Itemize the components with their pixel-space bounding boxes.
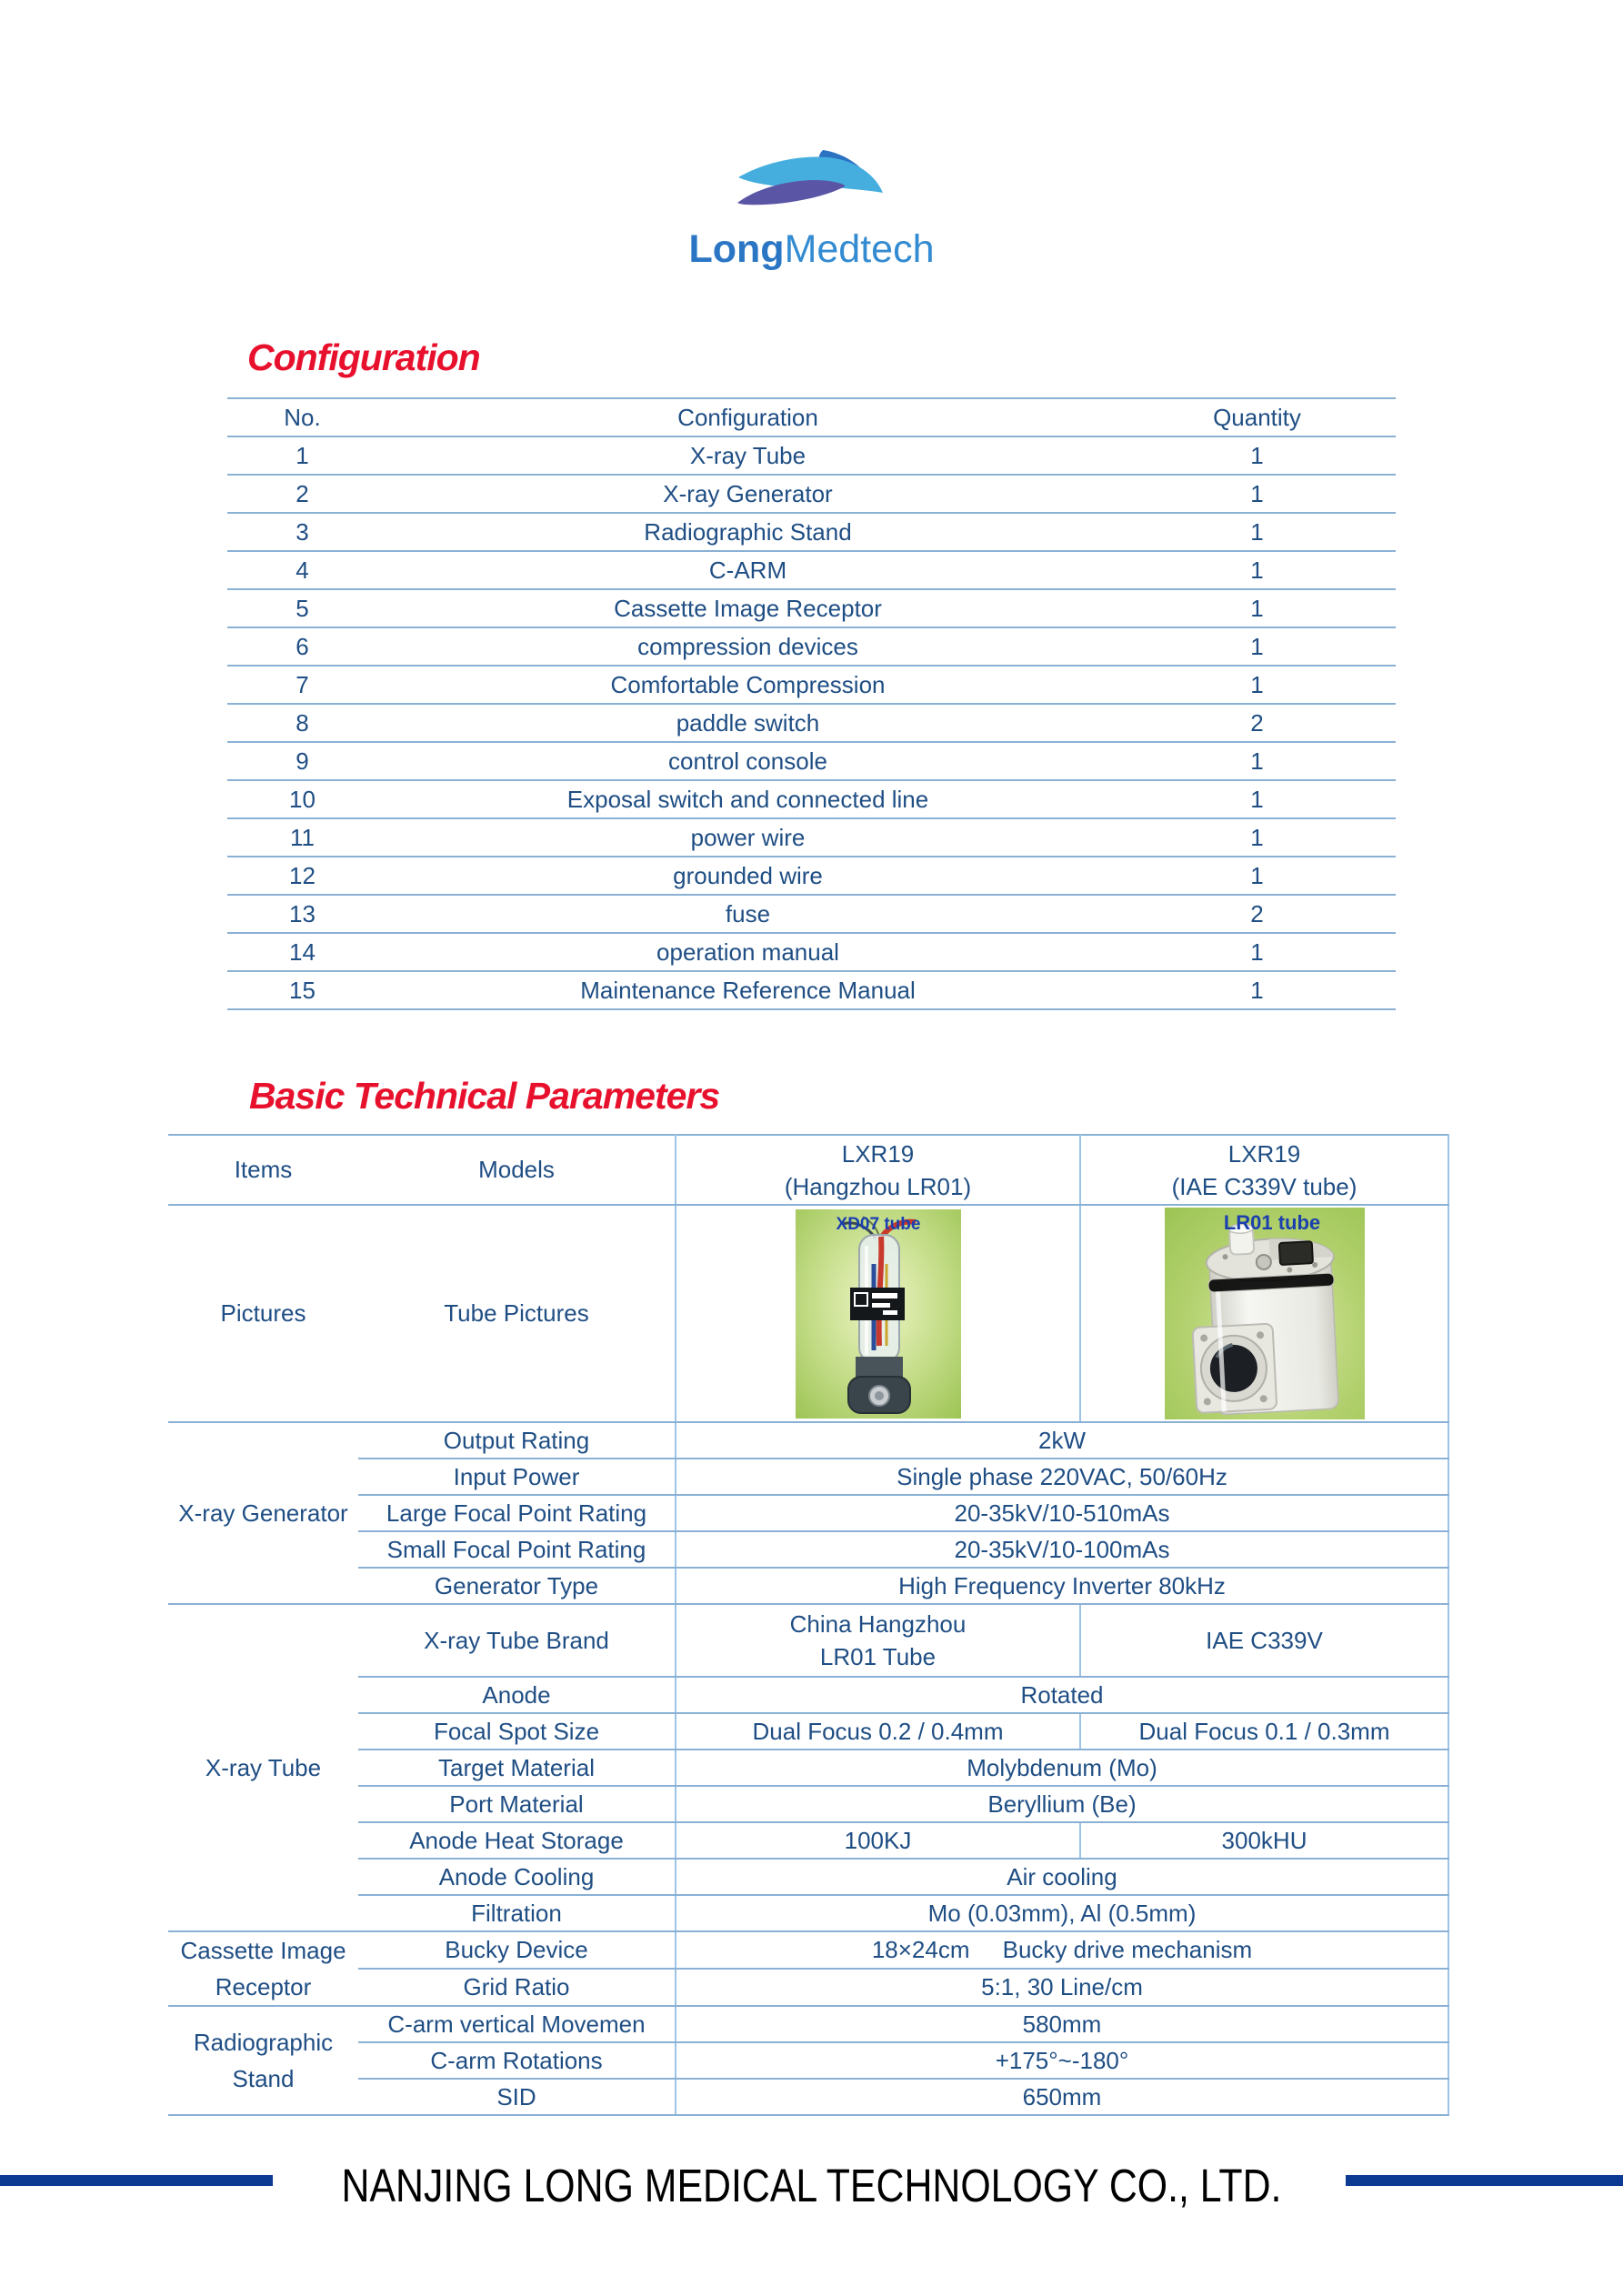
brand-line-1: China Hangzhou xyxy=(789,1610,967,1638)
table-row xyxy=(168,1931,1448,1969)
param-value: 580mm xyxy=(676,2006,1448,2042)
table-row xyxy=(227,436,1396,475)
row-qty: 1 xyxy=(1118,818,1396,857)
row-qty: 1 xyxy=(1118,933,1396,971)
row-no: 12 xyxy=(227,857,377,895)
row-qty: 1 xyxy=(1118,436,1396,475)
section-title-configuration: Configuration xyxy=(247,336,480,378)
configuration-header-row xyxy=(227,398,1396,436)
item-line-2: Receptor xyxy=(215,1973,312,2000)
pictures-item-label: Pictures xyxy=(168,1205,358,1422)
configuration-table xyxy=(227,397,1396,1010)
row-item: compression devices xyxy=(377,627,1118,666)
table-row xyxy=(168,1786,1448,1822)
table-row xyxy=(168,2079,1448,2115)
param-label: SID xyxy=(358,2079,676,2115)
column-header-quantity: Quantity xyxy=(1118,398,1396,436)
table-row xyxy=(168,1568,1448,1604)
param-value-model-2: IAE C339V xyxy=(1080,1604,1448,1677)
tube-photo-xd07-label: XD07 tube xyxy=(836,1214,920,1234)
table-row xyxy=(227,971,1396,1009)
row-qty: 1 xyxy=(1118,589,1396,627)
row-item: control console xyxy=(377,742,1118,780)
header-model-1 xyxy=(676,1135,1080,1205)
row-item: grounded wire xyxy=(377,857,1118,895)
param-label: Output Rating xyxy=(358,1422,676,1459)
footer-bar-right xyxy=(1346,2175,1623,2186)
tech-pictures-row xyxy=(168,1205,1448,1422)
row-no: 9 xyxy=(227,742,377,780)
table-row xyxy=(227,627,1396,666)
table-row xyxy=(227,818,1396,857)
param-label: Filtration xyxy=(358,1895,676,1931)
logo-text xyxy=(0,227,1623,272)
table-row xyxy=(227,666,1396,704)
column-header-no: No. xyxy=(227,398,377,436)
param-value: High Frequency Inverter 80kHz xyxy=(676,1568,1448,1604)
param-value: 2kW xyxy=(676,1422,1448,1459)
tube-photo-cell-1 xyxy=(676,1205,1080,1422)
table-row xyxy=(227,551,1396,589)
table-row xyxy=(227,895,1396,933)
row-item: X-ray Tube xyxy=(377,436,1118,475)
table-row xyxy=(168,2042,1448,2079)
row-qty: 2 xyxy=(1118,704,1396,742)
tech-header-row xyxy=(168,1135,1448,1205)
row-qty: 1 xyxy=(1118,780,1396,818)
row-no: 6 xyxy=(227,627,377,666)
param-value: 20-35kV/10-510mAs xyxy=(676,1495,1448,1531)
row-qty: 1 xyxy=(1118,742,1396,780)
footer-company-name: NANJING LONG MEDICAL TECHNOLOGY CO., LTD. xyxy=(341,2160,1282,2211)
row-no: 4 xyxy=(227,551,377,589)
param-value: +175°~-180° xyxy=(676,2042,1448,2079)
row-no: 14 xyxy=(227,933,377,971)
table-row xyxy=(168,1677,1448,1713)
param-value: 18×24cm Bucky drive mechanism xyxy=(676,1931,1448,1969)
section-title-basic-technical-parameters: Basic Technical Parameters xyxy=(249,1075,720,1117)
param-label: Small Focal Point Rating xyxy=(358,1531,676,1568)
param-value-model-2: Dual Focus 0.1 / 0.3mm xyxy=(1080,1713,1448,1750)
param-label: Anode xyxy=(358,1677,676,1713)
param-value: 5:1, 30 Line/cm xyxy=(676,1969,1448,2006)
table-row xyxy=(168,1531,1448,1568)
table-row xyxy=(168,1604,1448,1677)
param-label: Focal Spot Size xyxy=(358,1713,676,1750)
param-value: Air cooling xyxy=(676,1859,1448,1895)
table-row xyxy=(168,1895,1448,1931)
group-item-xray-generator: X-ray Generator xyxy=(168,1422,358,1604)
param-label: Port Material xyxy=(358,1786,676,1822)
table-row xyxy=(168,1495,1448,1531)
row-qty: 1 xyxy=(1118,627,1396,666)
table-row xyxy=(227,589,1396,627)
row-qty: 1 xyxy=(1118,513,1396,551)
model-1-sub: (Hangzhou LR01) xyxy=(784,1172,972,1200)
tube-photo-lr01 xyxy=(1165,1208,1365,1419)
row-no: 15 xyxy=(227,971,377,1009)
table-row xyxy=(168,1822,1448,1859)
row-item: power wire xyxy=(377,818,1118,857)
row-no: 10 xyxy=(227,780,377,818)
table-row xyxy=(227,513,1396,551)
param-label: Input Power xyxy=(358,1459,676,1495)
param-label: Grid Ratio xyxy=(358,1969,676,2006)
row-qty: 1 xyxy=(1118,551,1396,589)
pictures-param-label: Tube Pictures xyxy=(358,1205,676,1422)
row-no: 7 xyxy=(227,666,377,704)
table-row xyxy=(168,1422,1448,1459)
table-row xyxy=(168,2006,1448,2042)
row-item: Exposal switch and connected line xyxy=(377,780,1118,818)
param-label: Generator Type xyxy=(358,1568,676,1604)
param-value: Mo (0.03mm), Al (0.5mm) xyxy=(676,1895,1448,1931)
model-2-sub: (IAE C339V tube) xyxy=(1171,1172,1358,1200)
row-no: 8 xyxy=(227,704,377,742)
logo-text-regular: Medtech xyxy=(784,227,935,271)
group-item-radiographic-stand xyxy=(168,2006,358,2115)
param-value: 650mm xyxy=(676,2079,1448,2115)
row-item: Cassette Image Receptor xyxy=(377,589,1118,627)
row-no: 3 xyxy=(227,513,377,551)
table-row xyxy=(227,742,1396,780)
row-item: Maintenance Reference Manual xyxy=(377,971,1118,1009)
row-item: X-ray Generator xyxy=(377,475,1118,513)
row-no: 11 xyxy=(227,818,377,857)
table-row xyxy=(227,933,1396,971)
group-item-cassette-image-receptor xyxy=(168,1931,358,2006)
param-value-model-1: Dual Focus 0.2 / 0.4mm xyxy=(676,1713,1080,1750)
param-value: Rotated xyxy=(676,1677,1448,1713)
tube-photo-cell-2 xyxy=(1080,1205,1448,1422)
column-header-configuration: Configuration xyxy=(377,398,1118,436)
row-no: 13 xyxy=(227,895,377,933)
row-item: paddle switch xyxy=(377,704,1118,742)
tube-photo-xd07 xyxy=(796,1209,961,1419)
table-row xyxy=(168,1969,1448,2006)
table-row xyxy=(227,475,1396,513)
header-model-2 xyxy=(1080,1135,1448,1205)
row-no: 5 xyxy=(227,589,377,627)
brand-line-2: LR01 Tube xyxy=(819,1643,937,1670)
param-value-model-2: 300kHU xyxy=(1080,1822,1448,1859)
item-line-1: Cassette Image xyxy=(180,1937,346,1964)
model-1-name: LXR19 xyxy=(841,1139,915,1168)
model-2-name: LXR19 xyxy=(1227,1139,1301,1168)
param-label: Anode Cooling xyxy=(358,1859,676,1895)
param-label: C-arm Rotations xyxy=(358,2042,676,2079)
tube-photo-lr01-label: LR01 tube xyxy=(1223,1211,1320,1234)
technical-parameters-table xyxy=(168,1134,1449,2116)
header-items: Items xyxy=(168,1135,358,1205)
row-item: Comfortable Compression xyxy=(377,666,1118,704)
table-row xyxy=(168,1713,1448,1750)
row-item: fuse xyxy=(377,895,1118,933)
item-line-2: Stand xyxy=(232,2065,295,2092)
row-item: Radiographic Stand xyxy=(377,513,1118,551)
row-qty: 1 xyxy=(1118,475,1396,513)
param-value: Beryllium (Be) xyxy=(676,1786,1448,1822)
param-label: Bucky Device xyxy=(358,1931,676,1969)
param-value: Molybdenum (Mo) xyxy=(676,1750,1448,1786)
param-label: Anode Heat Storage xyxy=(358,1822,676,1859)
row-qty: 1 xyxy=(1118,971,1396,1009)
param-label: Target Material xyxy=(358,1750,676,1786)
param-value-model-1: 100KJ xyxy=(676,1822,1080,1859)
table-row xyxy=(168,1750,1448,1786)
row-qty: 1 xyxy=(1118,857,1396,895)
param-value: 20-35kV/10-100mAs xyxy=(676,1531,1448,1568)
param-value: Single phase 220VAC, 50/60Hz xyxy=(676,1459,1448,1495)
param-label: C-arm vertical Movemen xyxy=(358,2006,676,2042)
param-value-model-1 xyxy=(676,1604,1080,1677)
table-row xyxy=(168,1859,1448,1895)
table-row xyxy=(227,780,1396,818)
row-item: C-ARM xyxy=(377,551,1118,589)
item-line-1: Radiographic xyxy=(193,2029,334,2056)
table-row xyxy=(227,704,1396,742)
table-row xyxy=(168,1459,1448,1495)
header-models: Models xyxy=(358,1135,676,1205)
param-label: Large Focal Point Rating xyxy=(358,1495,676,1531)
row-no: 2 xyxy=(227,475,377,513)
row-item: operation manual xyxy=(377,933,1118,971)
row-qty: 2 xyxy=(1118,895,1396,933)
logo-text-bold: Long xyxy=(688,227,785,271)
row-no: 1 xyxy=(227,436,377,475)
group-item-xray-tube: X-ray Tube xyxy=(168,1604,358,1931)
row-qty: 1 xyxy=(1118,666,1396,704)
param-label: X-ray Tube Brand xyxy=(358,1604,676,1677)
table-row xyxy=(227,857,1396,895)
logo-swoosh-icon xyxy=(735,149,886,213)
